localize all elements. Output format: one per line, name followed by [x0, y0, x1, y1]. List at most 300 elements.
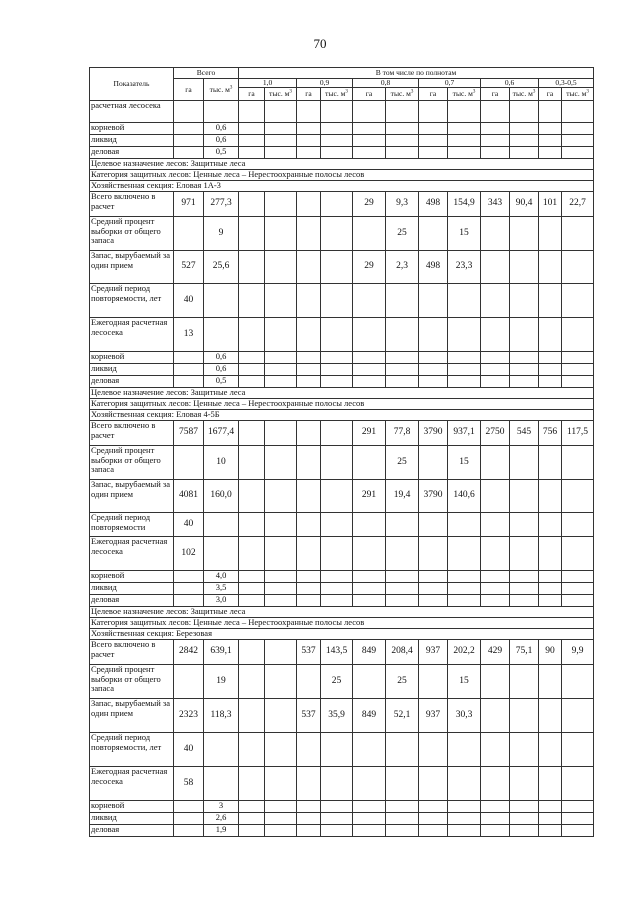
table-cell: [448, 825, 481, 837]
table-cell: [204, 733, 239, 767]
section-row: [90, 629, 594, 640]
table-cell: [510, 583, 539, 595]
table-cell: [321, 101, 353, 123]
table-cell: [297, 733, 321, 767]
table-cell: 19,4: [386, 480, 419, 513]
row-label: Средний период повторяемости: [90, 513, 174, 537]
row-label: Средний процент выборки от общего запаса: [90, 446, 174, 480]
table-cell: [448, 318, 481, 352]
table-cell: [386, 352, 419, 364]
table-cell: [419, 352, 448, 364]
table-cell: [297, 421, 321, 446]
table-cell: [265, 251, 297, 284]
row-label: деловая: [90, 147, 174, 159]
table-cell: 22,7: [562, 192, 594, 217]
table-cell: [510, 480, 539, 513]
table-cell: 160,0: [204, 480, 239, 513]
table-cell: [539, 571, 562, 583]
table-cell: [353, 513, 386, 537]
table-cell: [239, 825, 265, 837]
table-row: [90, 699, 594, 733]
table-cell: 0,6: [204, 135, 239, 147]
row-label: Запас, вырубаемый за один прием: [90, 480, 174, 513]
table-cell: [539, 147, 562, 159]
table-row: [90, 364, 594, 376]
table-cell: [239, 318, 265, 352]
table-cell: [510, 284, 539, 318]
table-cell: [239, 767, 265, 801]
table-cell: [297, 284, 321, 318]
table-cell: [239, 665, 265, 699]
table-cell: [353, 446, 386, 480]
table-cell: 77,8: [386, 421, 419, 446]
table-cell: 140,6: [448, 480, 481, 513]
table-cell: [321, 135, 353, 147]
page-number: 70: [313, 36, 327, 51]
section-heading: Целевое назначение лесов: Защитные леса: [90, 159, 594, 170]
table-cell: [510, 813, 539, 825]
table-cell: [562, 123, 594, 135]
table-cell: 849: [353, 699, 386, 733]
table-cell: [239, 135, 265, 147]
table-cell: [510, 101, 539, 123]
table-cell: [448, 583, 481, 595]
section-row: [90, 618, 594, 629]
table-cell: 429: [481, 640, 510, 665]
table-cell: 0,6: [204, 352, 239, 364]
table-cell: [321, 217, 353, 251]
table-cell: [174, 135, 204, 147]
table-cell: [353, 147, 386, 159]
table-cell: [265, 801, 297, 813]
header-density-3: 0,8: [353, 79, 419, 88]
table-cell: [448, 813, 481, 825]
table-cell: 40: [174, 733, 204, 767]
table-cell: [321, 825, 353, 837]
table-cell: [239, 101, 265, 123]
table-row: [90, 284, 594, 318]
table-cell: [265, 217, 297, 251]
table-cell: [419, 595, 448, 607]
table-row: [90, 147, 594, 159]
table-cell: [265, 364, 297, 376]
header-volume: тыс. $м^3$: [386, 88, 419, 101]
table-cell: [562, 147, 594, 159]
table-cell: [239, 801, 265, 813]
header-ha: га: [239, 88, 265, 101]
table-cell: [419, 825, 448, 837]
table-cell: [204, 284, 239, 318]
table-cell: [481, 825, 510, 837]
table-cell: [510, 352, 539, 364]
table-cell: [174, 825, 204, 837]
table-cell: [448, 376, 481, 388]
table-cell: [174, 665, 204, 699]
row-label: корневой: [90, 571, 174, 583]
header-volume: тыс. $м^3$: [265, 88, 297, 101]
table-cell: [239, 123, 265, 135]
table-cell: [481, 376, 510, 388]
table-cell: [353, 123, 386, 135]
table-row: [90, 825, 594, 837]
table-cell: [386, 595, 419, 607]
table-cell: [239, 480, 265, 513]
section-row: [90, 159, 594, 170]
table-cell: [353, 813, 386, 825]
table-cell: [386, 513, 419, 537]
table-cell: [510, 318, 539, 352]
table-row: [90, 192, 594, 217]
table-cell: [386, 364, 419, 376]
table-cell: [481, 123, 510, 135]
table-cell: 3,5: [204, 583, 239, 595]
table-cell: [321, 421, 353, 446]
table-cell: [448, 513, 481, 537]
table-cell: [297, 595, 321, 607]
table-cell: 23,3: [448, 251, 481, 284]
header-density-5: 0,6: [481, 79, 539, 88]
table-row: [90, 352, 594, 364]
table-cell: 40: [174, 284, 204, 318]
table-cell: [481, 767, 510, 801]
table-cell: [481, 665, 510, 699]
table-cell: [539, 480, 562, 513]
table-cell: [353, 352, 386, 364]
table-cell: [265, 284, 297, 318]
table-cell: [562, 251, 594, 284]
table-cell: 15: [448, 665, 481, 699]
table-cell: [297, 251, 321, 284]
table-cell: [239, 571, 265, 583]
table-cell: [386, 571, 419, 583]
table-row: [90, 537, 594, 571]
row-label: деловая: [90, 595, 174, 607]
table-cell: [353, 284, 386, 318]
table-cell: [239, 595, 265, 607]
table-cell: [265, 813, 297, 825]
table-cell: [481, 801, 510, 813]
table-cell: [419, 318, 448, 352]
table-row: [90, 640, 594, 665]
table-cell: [386, 825, 419, 837]
table-cell: [419, 135, 448, 147]
table-row: [90, 733, 594, 767]
table-cell: [510, 217, 539, 251]
table-cell: [419, 364, 448, 376]
table-cell: 2323: [174, 699, 204, 733]
table-cell: [510, 595, 539, 607]
table-cell: [353, 733, 386, 767]
table-cell: [265, 192, 297, 217]
table-cell: 4081: [174, 480, 204, 513]
table-cell: [239, 537, 265, 571]
table-cell: [510, 571, 539, 583]
table-cell: [481, 217, 510, 251]
table-cell: [539, 123, 562, 135]
table-cell: [239, 376, 265, 388]
header-total-ha: га: [174, 79, 204, 101]
header-ha: га: [419, 88, 448, 101]
section-row: [90, 410, 594, 421]
table-cell: [353, 537, 386, 571]
row-label: Запас, вырубаемый за один прием: [90, 251, 174, 284]
table-cell: [204, 101, 239, 123]
table-cell: [448, 571, 481, 583]
table-cell: [174, 352, 204, 364]
row-label: Ежегодная расчетная лесосека: [90, 318, 174, 352]
table-cell: [539, 801, 562, 813]
header-total-volume: тыс. $м^3$: [204, 79, 239, 101]
table-cell: [239, 364, 265, 376]
table-cell: [562, 364, 594, 376]
table-cell: [539, 251, 562, 284]
table-cell: [539, 352, 562, 364]
table-row: [90, 767, 594, 801]
table-cell: [386, 318, 419, 352]
table-cell: [539, 537, 562, 571]
table-cell: [174, 364, 204, 376]
header-total: Всего: [174, 68, 239, 79]
table-cell: [448, 364, 481, 376]
section-heading: Хозяйственная секция: Еловая 1А-3: [90, 181, 594, 192]
table-cell: [265, 583, 297, 595]
table-cell: [265, 665, 297, 699]
table-cell: [353, 801, 386, 813]
table-row: [90, 801, 594, 813]
table-cell: [562, 583, 594, 595]
table-cell: [297, 364, 321, 376]
table-cell: [239, 813, 265, 825]
section-heading: Целевое назначение лесов: Защитные леса: [90, 607, 594, 618]
table-cell: [539, 767, 562, 801]
table-cell: 9: [204, 217, 239, 251]
table-cell: 277,3: [204, 192, 239, 217]
table-cell: [448, 123, 481, 135]
header-indicator: Показатель: [90, 68, 174, 101]
table-cell: [321, 284, 353, 318]
table-row: [90, 101, 594, 123]
table-cell: [239, 192, 265, 217]
header-row-1: [90, 68, 594, 79]
table-cell: [510, 767, 539, 801]
table-cell: [297, 813, 321, 825]
table-cell: [562, 284, 594, 318]
table-cell: [353, 364, 386, 376]
table-cell: [562, 595, 594, 607]
table-cell: [204, 537, 239, 571]
table-cell: [353, 595, 386, 607]
table-cell: [321, 192, 353, 217]
table-cell: 756: [539, 421, 562, 446]
table-cell: 3790: [419, 480, 448, 513]
table-cell: 101: [539, 192, 562, 217]
table-cell: 537: [297, 640, 321, 665]
table-cell: [297, 825, 321, 837]
table-cell: [239, 251, 265, 284]
table-cell: 10: [204, 446, 239, 480]
table-cell: 3790: [419, 421, 448, 446]
table-cell: [386, 284, 419, 318]
table-cell: [419, 284, 448, 318]
table-cell: [448, 147, 481, 159]
table-cell: [297, 583, 321, 595]
table-cell: [419, 801, 448, 813]
table-cell: [386, 123, 419, 135]
table-cell: [539, 217, 562, 251]
table-cell: 343: [481, 192, 510, 217]
table-cell: 29: [353, 251, 386, 284]
table-cell: [419, 767, 448, 801]
table-cell: 90,4: [510, 192, 539, 217]
row-label: Средний процент выборки от общего запаса: [90, 665, 174, 699]
table-cell: [265, 537, 297, 571]
table-cell: [448, 135, 481, 147]
table-cell: 937,1: [448, 421, 481, 446]
table-cell: [562, 513, 594, 537]
table-cell: [386, 583, 419, 595]
table-cell: [539, 318, 562, 352]
section-row: [90, 388, 594, 399]
table-cell: [321, 376, 353, 388]
table-cell: [297, 513, 321, 537]
table-cell: [297, 192, 321, 217]
table-cell: [562, 801, 594, 813]
row-label: Средний процент выборки от общего запаса: [90, 217, 174, 251]
row-label: корневой: [90, 801, 174, 813]
table-cell: [265, 825, 297, 837]
header-by-density: В том числе по полнотам: [239, 68, 594, 79]
table-cell: [321, 767, 353, 801]
table-cell: [174, 813, 204, 825]
table-cell: [481, 513, 510, 537]
table-cell: [481, 135, 510, 147]
table-cell: [419, 101, 448, 123]
table-cell: [481, 480, 510, 513]
table-cell: [562, 318, 594, 352]
table-cell: 58: [174, 767, 204, 801]
table-cell: [539, 595, 562, 607]
table-row: [90, 513, 594, 537]
table-cell: [562, 376, 594, 388]
table-cell: 2842: [174, 640, 204, 665]
row-label: Ежегодная расчетная лесосека: [90, 767, 174, 801]
table-cell: [297, 446, 321, 480]
table-cell: 0,6: [204, 364, 239, 376]
table-cell: [239, 640, 265, 665]
table-cell: [448, 352, 481, 364]
table-cell: 1677,4: [204, 421, 239, 446]
table-cell: 19: [204, 665, 239, 699]
table-cell: [297, 147, 321, 159]
table-cell: [448, 537, 481, 571]
table-cell: [562, 571, 594, 583]
table-row: [90, 595, 594, 607]
table-cell: 0,6: [204, 123, 239, 135]
table-cell: [353, 135, 386, 147]
table-cell: [386, 376, 419, 388]
table-cell: 118,3: [204, 699, 239, 733]
table-cell: [419, 513, 448, 537]
table-cell: 117,5: [562, 421, 594, 446]
table-cell: [562, 480, 594, 513]
table-cell: [265, 352, 297, 364]
table-cell: [448, 733, 481, 767]
header-volume: тыс. $м^3$: [448, 88, 481, 101]
table-cell: [539, 364, 562, 376]
table-row: [90, 217, 594, 251]
table-cell: [419, 813, 448, 825]
table-cell: [321, 251, 353, 284]
table-cell: [265, 640, 297, 665]
table-cell: [321, 813, 353, 825]
table-row: [90, 376, 594, 388]
table-cell: [265, 123, 297, 135]
table-cell: [321, 318, 353, 352]
table-cell: 9,9: [562, 640, 594, 665]
table-cell: [353, 376, 386, 388]
table-cell: [510, 537, 539, 571]
table-cell: [562, 217, 594, 251]
table-cell: 7587: [174, 421, 204, 446]
table-cell: [539, 813, 562, 825]
table-cell: [419, 147, 448, 159]
section-heading: Хозяйственная секция: Березовая: [90, 629, 594, 640]
row-label: Ежегодная расчетная лесосека: [90, 537, 174, 571]
row-label: Всего включено в расчет: [90, 192, 174, 217]
row-label: ликвид: [90, 364, 174, 376]
table-cell: [239, 446, 265, 480]
table-cell: [448, 101, 481, 123]
table-cell: [448, 801, 481, 813]
table-cell: [353, 318, 386, 352]
table-cell: 15: [448, 446, 481, 480]
table-cell: [448, 284, 481, 318]
table-cell: [297, 665, 321, 699]
table-row: [90, 665, 594, 699]
table-cell: [562, 813, 594, 825]
header-density-6: 0,3-0,5: [539, 79, 594, 88]
table-cell: [321, 446, 353, 480]
row-label: ликвид: [90, 813, 174, 825]
table-cell: [353, 767, 386, 801]
table-row: [90, 251, 594, 284]
table-cell: [239, 352, 265, 364]
table-cell: [321, 583, 353, 595]
header-volume: тыс. $м^3$: [321, 88, 353, 101]
table-cell: [510, 376, 539, 388]
table-cell: [353, 571, 386, 583]
table-cell: [510, 123, 539, 135]
table-cell: [239, 217, 265, 251]
table-cell: [386, 767, 419, 801]
table-cell: [481, 147, 510, 159]
table-cell: [265, 318, 297, 352]
table-cell: [265, 733, 297, 767]
table-cell: [481, 537, 510, 571]
table-cell: [562, 733, 594, 767]
table-cell: [265, 446, 297, 480]
table-cell: [174, 583, 204, 595]
table-cell: 25: [321, 665, 353, 699]
table-cell: 13: [174, 318, 204, 352]
table-cell: [539, 446, 562, 480]
table-cell: [510, 364, 539, 376]
table-cell: [539, 135, 562, 147]
table-cell: 937: [419, 699, 448, 733]
table-cell: [297, 801, 321, 813]
table-cell: [539, 583, 562, 595]
table-cell: [265, 513, 297, 537]
